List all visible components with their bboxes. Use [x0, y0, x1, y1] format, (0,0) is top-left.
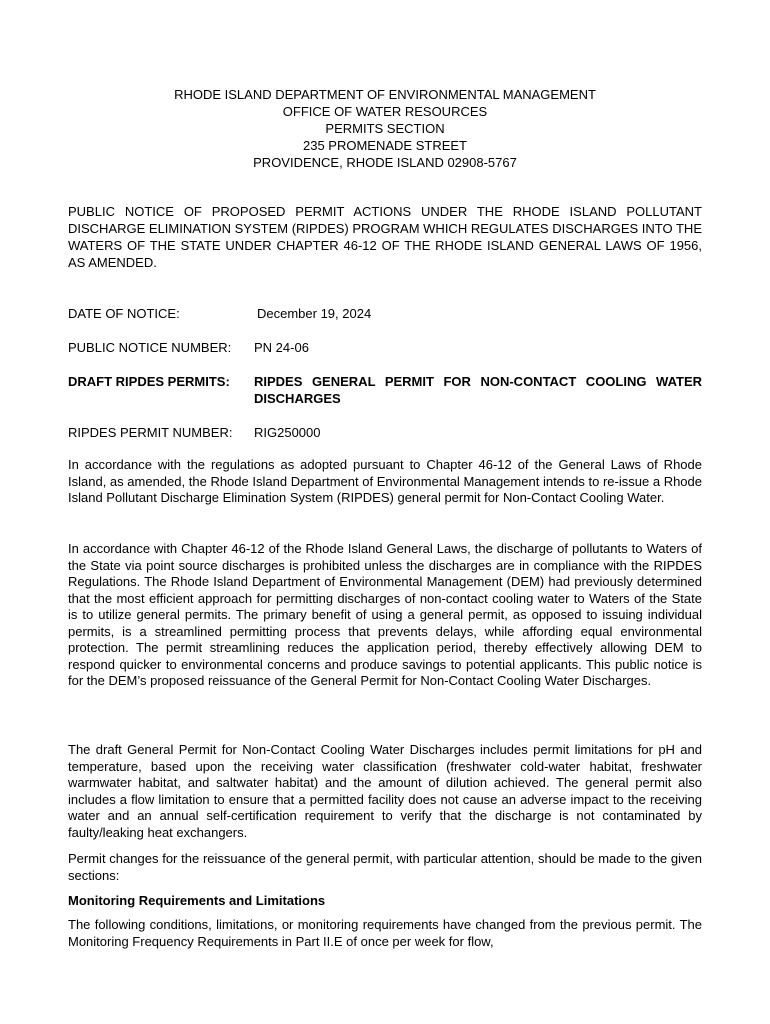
paragraph-draft-permit: The draft General Permit for Non-Contact Cooling Water Discharges includes permit limitations for pH and temperature, based upon the receiving water classification (freshwater cold-water habitat, freshwater warmwater habitat, and saltwater habitat) and the amount of dilution achieved. The general permit also includes a flow limitation to ensure that a permitted facility does not cause an adverse impact to the receiving water and an annual self-certification requirement to verify that the discharge is not contaminated by faulty/leaking heat exchangers. [68, 742, 702, 840]
permit-number-label: RIPDES PERMIT NUMBER: [68, 425, 233, 440]
public-notice-number-value: PN 24-06 [254, 340, 309, 355]
date-value: December 19, 2024 [257, 306, 372, 321]
paragraph-intent: In accordance with the regulations as adopted pursuant to Chapter 46-12 of the General Laws of Rhode Island, as amended, the Rhode Island Department of Environmental Management intends to re-issue a Rhode Island Pollutant Discharge Elimination System (RIPDES) general permit for Non-Contact Cooling Water. [68, 457, 702, 505]
agency-header [0, 86, 770, 171]
office-name: OFFICE OF WATER RESOURCES [282, 104, 488, 119]
paragraph-changes: Permit changes for the reissuance of the general permit, with particular attention, should be made to the given sections: [68, 851, 702, 883]
agency-name: RHODE ISLAND DEPARTMENT OF ENVIRONMENTAL MANAGEMENT [174, 87, 596, 102]
notice-title: PUBLIC NOTICE OF PROPOSED PERMIT ACTIONS UNDER THE RHODE ISLAND POLLUTANT DISCHARGE ELIMINATION SYSTEM (RIPDES) PROGRAM WHICH REGULATES DISCHARGES INTO THE WATERS OF THE STATE UNDER CHAPTER 46-12 OF THE RHODE ISLAND GENERAL LAWS OF 1956, AS AMENDED. [68, 204, 702, 270]
date-label: DATE OF NOTICE: [68, 306, 180, 321]
monitoring-subheading: Monitoring Requirements and Limitations [68, 893, 326, 908]
paragraph-monitoring: The following conditions, limitations, or monitoring requirements have changed from the previous permit. The Monitoring Frequency Requirements in Part II.E of once per week for flow, [68, 917, 702, 949]
paragraph-background: In accordance with Chapter 46-12 of the Rhode Island General Laws, the discharge of pollutants to Waters of the State via point source discharges is prohibited unless the discharges are in compliance with the RIPDES Regulations. The Rhode Island Department of Environmental Management (DEM) had previously determined that the most efficient approach for permitting discharges of non-contact cooling water to Waters of the State is to utilize general permits. The primary benefit of using a general permit, as opposed to issuing individual permits, is a streamlined permitting process that prevents delays, while affording equal environmental protection. The permit streamlining reduces the application period, thereby effectively allowing DEM to respond quicker to environmental concerns and produce savings to potential applicants. This public notice is for the DEM’s proposed reissuance of the General Permit for Non-Contact Cooling Water Discharges. [68, 541, 702, 688]
public-notice-number-label: PUBLIC NOTICE NUMBER: [68, 340, 232, 355]
section-name: PERMITS SECTION [325, 121, 445, 136]
street-address: 235 PROMENADE STREET [303, 138, 467, 153]
draft-permits-label: DRAFT RIPDES PERMITS: [68, 374, 230, 389]
permit-number-value: RIG250000 [254, 425, 321, 440]
city-address: PROVIDENCE, RHODE ISLAND 02908-5767 [253, 155, 517, 170]
draft-permits-value: RIPDES GENERAL PERMIT FOR NON-CONTACT COOLING WATER DISCHARGES [254, 374, 702, 406]
